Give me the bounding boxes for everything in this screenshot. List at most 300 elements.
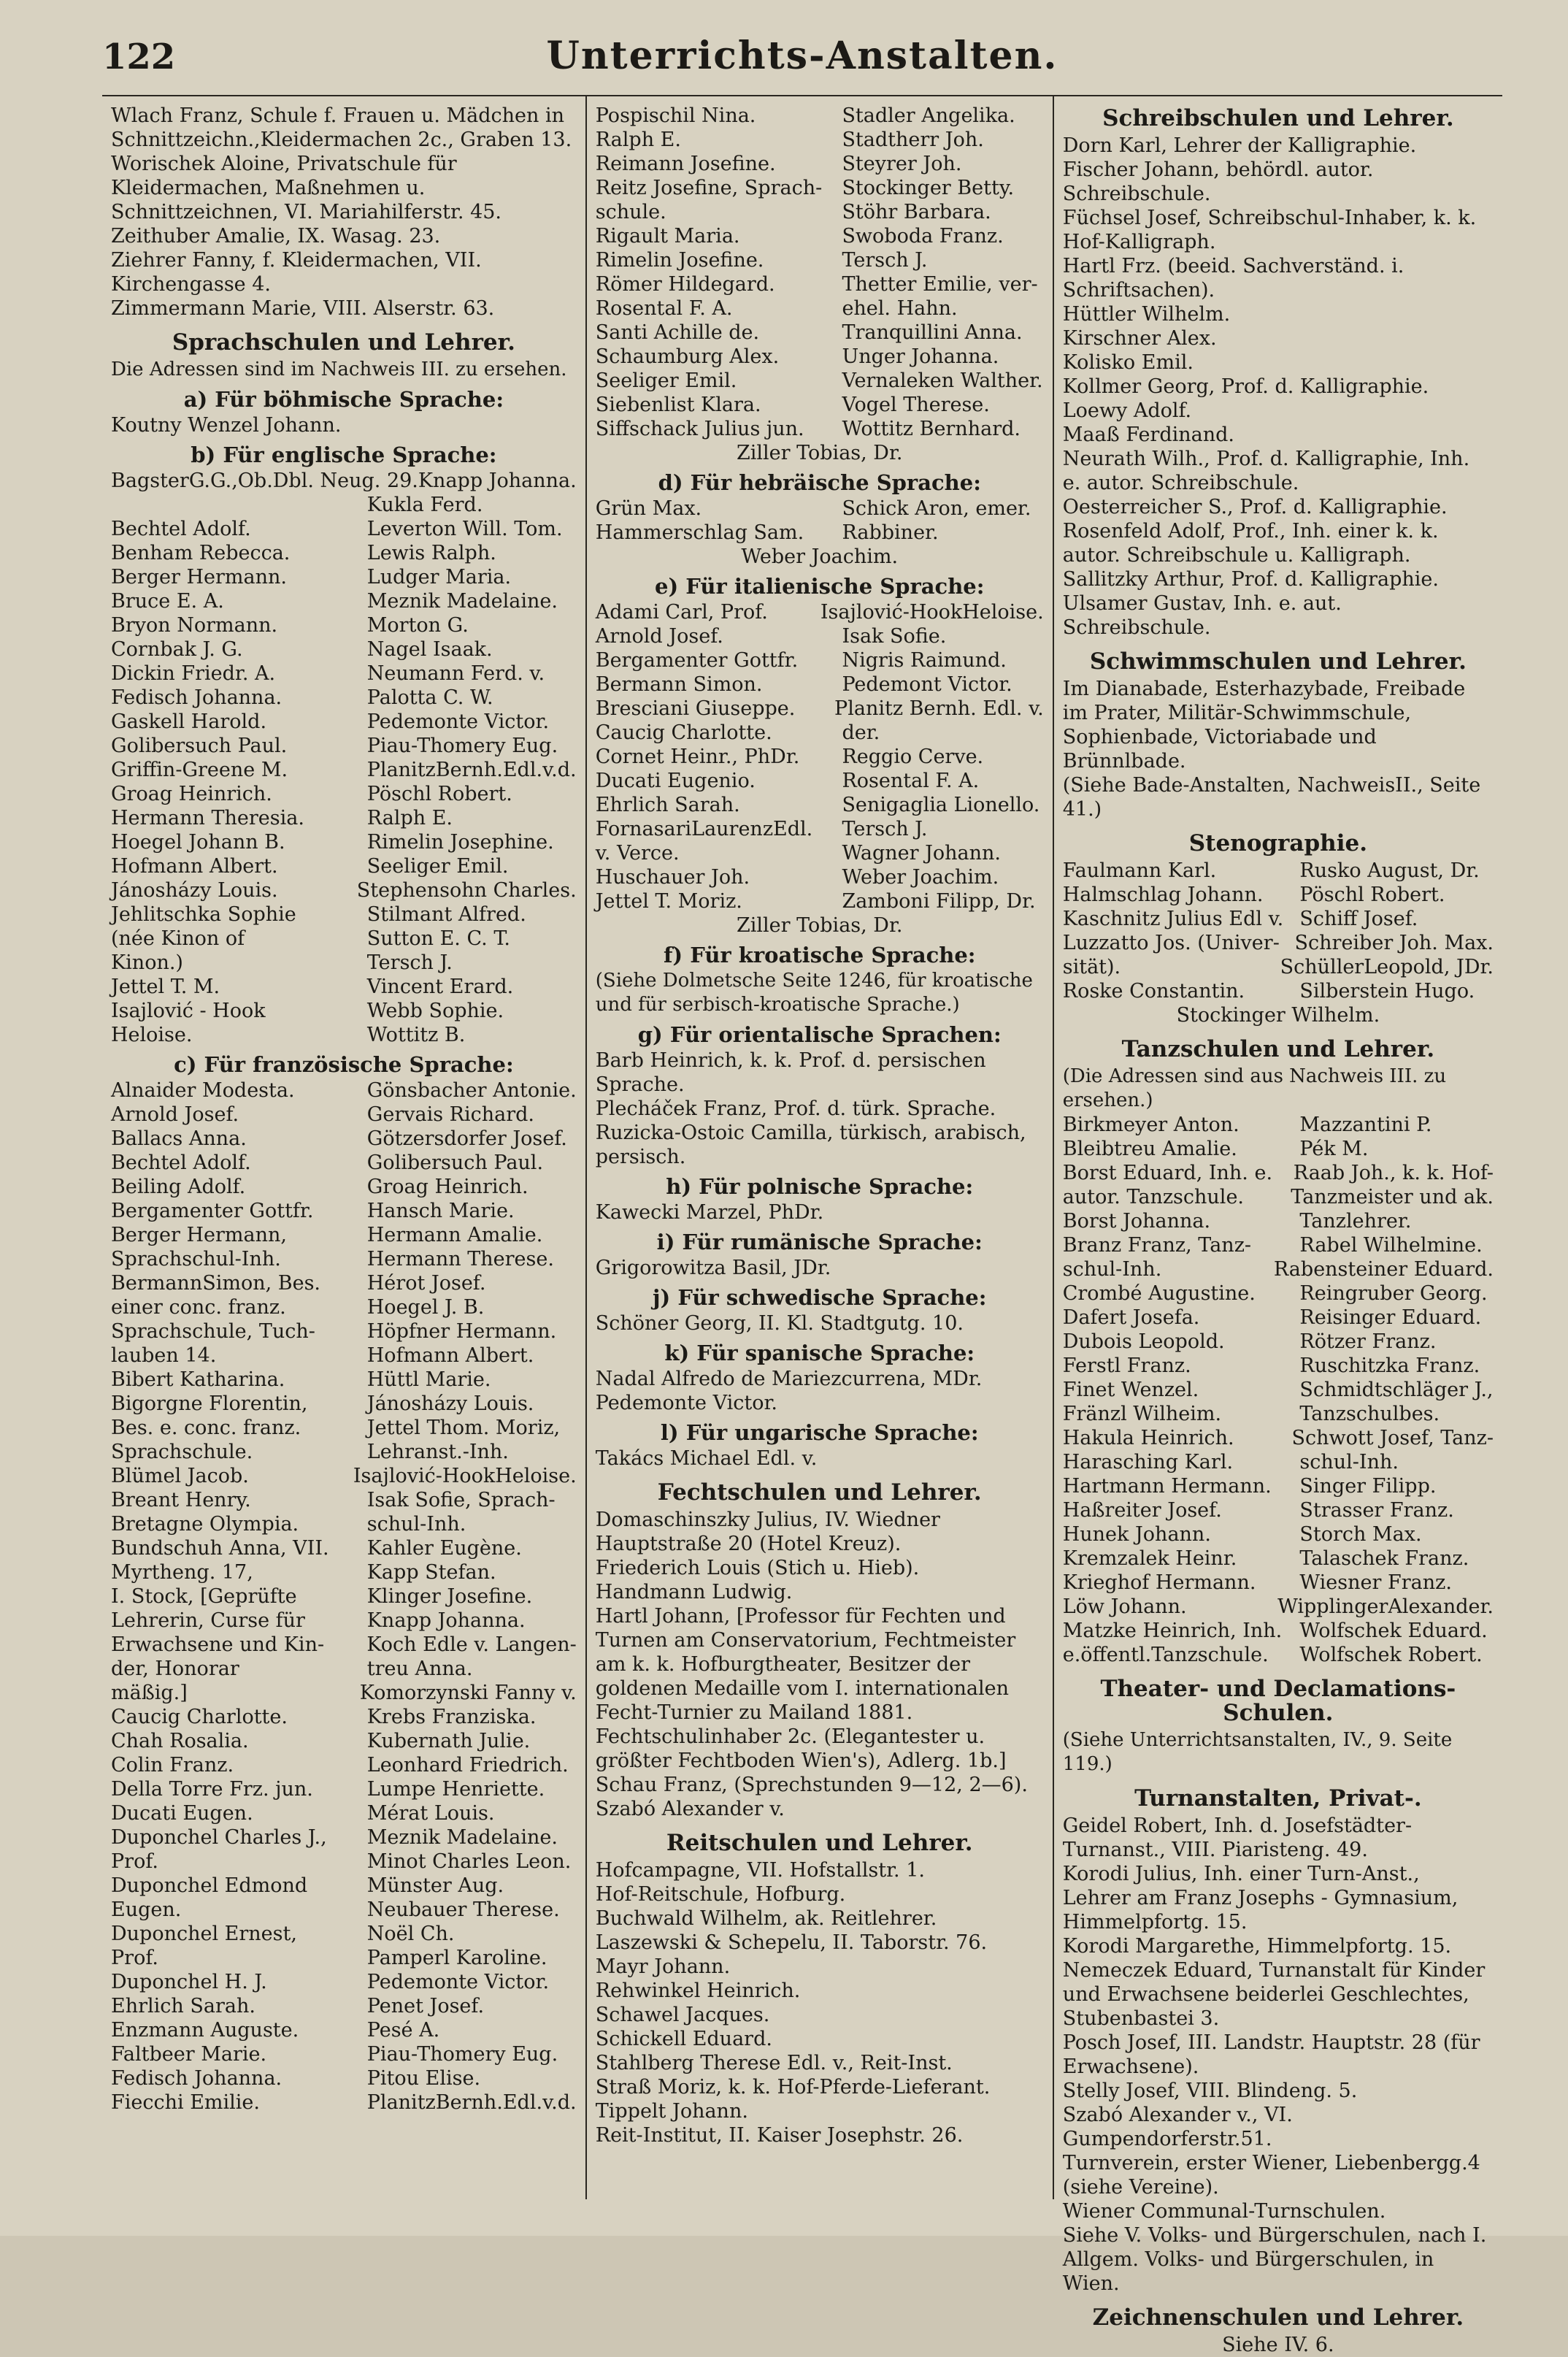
entry-right: Hoegel J. B. [366, 1296, 485, 1319]
entry-right: der. [842, 721, 880, 744]
entry-right: Stöhr Barbara. [842, 201, 991, 223]
entry-right: Swoboda Franz. [842, 225, 1004, 248]
entry-row [111, 1392, 577, 1416]
entry-list [596, 1049, 1044, 1169]
entry-row [1063, 1402, 1494, 1426]
entry-left: Kremzalek Heinr. [1062, 1547, 1237, 1570]
entry-left: Enzmann Auguste. [111, 2019, 299, 2042]
entry-right: Pöschl Robert. [1299, 884, 1445, 906]
entry-right: Reisinger Eduard. [1299, 1306, 1482, 1329]
entry-row [111, 2066, 577, 2090]
entry: Rehwinkel Heinrich. [595, 1980, 801, 2002]
entry-left: lauben 14. [111, 1344, 217, 1367]
entry-left: Ducati Eugenio. [595, 770, 756, 792]
entry-right: Tersch J. [842, 818, 928, 840]
entry: Wlach Franz, Schule f. Frauen u. Mädchen in Schnittzeichn.,Kleidermachen 2c., Graben 13. [111, 104, 572, 151]
entry-row [111, 1898, 577, 1922]
entry: (Siehe Bade-Anstalten, NachweisII., Seite 41.) [1062, 774, 1481, 821]
entry-left: Ralph E. [595, 129, 681, 151]
entry-row [596, 745, 1044, 769]
entry-row [596, 393, 1044, 417]
entry-row [111, 517, 577, 541]
entry-right: Pedemonte Victor. [366, 1971, 550, 1993]
entry-row [1063, 1161, 1494, 1185]
entry-left: Bresciani Giuseppe. [595, 697, 796, 720]
entry-row [111, 637, 577, 662]
entry-row [111, 589, 577, 613]
entry-right: Pöschl Robert. [366, 783, 512, 805]
entry-right: Reingruber Georg. [1299, 1282, 1488, 1305]
entry-left: (née Kinon of [111, 927, 245, 950]
entry: Barb Heinrich, k. k. Prof. d. persischen Sprache. [595, 1049, 986, 1096]
entry-row [1063, 1643, 1494, 1667]
entry-row [111, 1223, 577, 1247]
entry-row [111, 758, 577, 782]
entry-left: Siebenlist Klara. [595, 394, 761, 416]
entry-right: Zamboni Filipp, Dr. [842, 890, 1036, 913]
entry-left: Bechtel Adolf. [111, 1151, 251, 1174]
entry-row [111, 1681, 577, 1705]
entry-left: Hunek Johann. [1062, 1523, 1211, 1546]
subsection-heading: g) Für orientalische Sprachen: [637, 1022, 1002, 1047]
entry-row [1063, 859, 1494, 883]
entry-right: WipplingerAlexander. [1277, 1595, 1494, 1618]
entry-left: Luzzatto Jos. (Univer- [1062, 932, 1280, 954]
entry-right: Vogel Therese. [842, 394, 990, 416]
entry-right: Vincent Erard. [366, 976, 514, 998]
entry-table [596, 104, 1044, 441]
entry-row [1063, 1450, 1494, 1474]
entry-row [111, 951, 577, 975]
entry-row [596, 104, 1044, 128]
entry-right: Wagner Johann. [842, 842, 1002, 865]
entry-row [111, 2090, 577, 2115]
entry-right: Raab Joh., k. k. Hof- [1293, 1162, 1494, 1184]
entry-row [111, 686, 577, 710]
entry-list [596, 1367, 1044, 1415]
entry-right [367, 413, 577, 437]
entry-left: Duponchel Edmond [111, 1874, 308, 1897]
entry-row [596, 793, 1044, 817]
entry-left: einer conc. franz. [111, 1296, 286, 1319]
entry: Füchsel Josef, Schreibschul-Inhaber, k. k. Hof-Kalligraph. [1062, 207, 1477, 253]
section-heading: Stenographie. [1188, 830, 1367, 856]
entry-left: Blümel Jacob. [111, 1465, 249, 1487]
subsection-heading: k) Für spanische Sprache: [664, 1341, 975, 1365]
entry: Schau Franz, (Sprechstunden 9—12, 2—6). [595, 1774, 1028, 1796]
subsection-heading: l) Für ungarische Sprache: [660, 1420, 979, 1445]
column-left [102, 96, 585, 2199]
entry-left: Römer Hildegard. [595, 273, 775, 296]
entry-right: Leverton Will. Tom. [366, 518, 563, 540]
entry-row [1063, 1257, 1494, 1281]
entry-row [111, 1319, 577, 1344]
entry: Siehe V. Volks- und Bürgerschulen, nach I. Allgem. Volks- und Bürgerschulen, in Wien. [1062, 2224, 1487, 2295]
section-note: (Siehe Dolmetsche Seite 1246, für kroatische und für serbisch-kroatische Sprache.) [595, 970, 1033, 1016]
entry-right: Jettel Thom. Moriz, [366, 1417, 561, 1439]
entry-right: Tanzschulbes. [1299, 1403, 1440, 1425]
entry-left: Rigault Maria. [595, 225, 740, 248]
entry-right: Piau-Thomery Eug. [366, 735, 558, 757]
entry: Mayr Johann. [595, 1955, 731, 1978]
entry: Laszewski & Schepelu, II. Taborstr. 76. [595, 1931, 988, 1954]
entry-left: Fiecchi Emilie. [111, 2091, 260, 2114]
entry-row [1063, 1378, 1494, 1402]
entry-right: Silberstein Hugo. [1299, 980, 1475, 1003]
entry-row [596, 697, 1044, 721]
entry-right: Götzersdorfer Josef. [366, 1127, 567, 1150]
entry-left: Faulmann Karl. [1062, 859, 1217, 882]
entry-row [1063, 1306, 1494, 1330]
entry-right: Klinger Josefine. [366, 1585, 533, 1608]
entry: Fischer Johann, behördl. autor. Schreibschule. [1062, 158, 1374, 205]
entry-left: Eugen. [111, 1898, 182, 1921]
entry-right: Lumpe Henriette. [366, 1778, 545, 1801]
entry-row [111, 1922, 577, 1946]
entry-left: Hakula Heinrich. [1062, 1427, 1234, 1449]
entry-right: Komorzynski Fanny v. [359, 1682, 577, 1704]
entry: Sallitzky Arthur, Prof. d. Kalligraphie. [1062, 568, 1439, 591]
entry-right: Isak Sofie. [842, 625, 947, 648]
entry-row [596, 672, 1044, 697]
entry-left: e.öffentl.Tanzschule. [1062, 1644, 1269, 1666]
entry: Hof-Reitschule, Hofburg. [595, 1883, 846, 1906]
entry: Plecháček Franz, Prof. d. türk. Sprache. [595, 1097, 996, 1120]
entry-left: Bryon Normann. [111, 614, 278, 637]
entry: Stockinger Wilhelm. [1176, 1004, 1380, 1027]
entry-left: Beiling Adolf. [111, 1176, 246, 1198]
entry-right: Kapp Stefan. [366, 1561, 496, 1584]
entry-row [596, 624, 1044, 648]
entry-list [1063, 134, 1494, 640]
entry-right: Rabel Wilhelmine. [1299, 1234, 1483, 1257]
entry-row [1063, 1426, 1494, 1450]
entry: Kirschner Alex. [1062, 327, 1217, 350]
entry-right: Stadtherr Joh. [842, 129, 984, 151]
entry-right: Isak Sofie, Sprach- [366, 1489, 556, 1511]
entry-right: treu Anna. [366, 1657, 473, 1680]
entry-left: Bretagne Olympia. [111, 1513, 299, 1536]
entry: Straß Moriz, k. k. Hof-Pferde-Lieferant. [595, 2076, 991, 2099]
entry-row [111, 1368, 577, 1392]
entry: Korodi Margarethe, Himmelpfortg. 15. [1062, 1935, 1452, 1958]
entry-left: Reimann Josefine. [595, 153, 776, 175]
entry-right: Pitou Elise. [366, 2067, 481, 2090]
entry-table [1063, 1113, 1494, 1667]
entry-left: Seeliger Emil. [595, 369, 737, 392]
section-note: (Die Adressen sind aus Nachweis III. zu ersehen.) [1062, 1065, 1447, 1111]
entry-right: Gönsbacher Antonie. [366, 1079, 577, 1102]
entry-left: Bigorgne Florentin, [111, 1392, 308, 1415]
entry-right: Singer Filipp. [1299, 1475, 1437, 1498]
entry: Hartl Johann, [Professor für Fechten und Turnen am Conservatorium, Fechtmeister am k. k. Hofburgtheater, Besitzer der goldenen Medaille vom I. internationalen Fecht-Turnier zu Mailand 1881. Fechtschulinhaber 2c. (Elegantester u. größter Fechtboden Wien's), Adlerg. 1b.] [595, 1605, 1016, 1772]
entry-left: Ehrlich Sarah. [595, 794, 740, 816]
entry: Schawel Jacques. [595, 2004, 770, 2026]
entry-table [596, 497, 1044, 545]
entry-row [596, 769, 1044, 793]
entry-row [1063, 1354, 1494, 1378]
entry-right: Pedemont Victor. [842, 673, 1012, 696]
entry-right: Sutton E. C. T. [366, 927, 510, 950]
entry-left: Reitz Josefine, Sprach- [595, 177, 823, 199]
entry-right: Isajlović-HookHeloise. [820, 601, 1044, 624]
section-note: Die Adressen sind im Nachweis III. zu ersehen. [111, 359, 567, 380]
entry: Siehe IV. 6. [1222, 2334, 1334, 2356]
entry: Worischek Aloine, Privatschule für Kleidermachen, Maßnehmen u. Schnittzeichnen, VI. Mariahilferstr. 45. [111, 153, 502, 223]
entry-right: Nigris Raimund. [842, 649, 1007, 672]
entry-left: Isajlović - Hook [111, 1000, 266, 1022]
entry-right: Tersch J. [366, 951, 453, 974]
entry-left: Sprachschule. [111, 1441, 253, 1463]
entry-row [596, 497, 1044, 521]
entry-right: Seeliger Emil. [366, 855, 509, 878]
entry-right: Meznik Madelaine. [366, 590, 558, 613]
entry-row [111, 613, 577, 637]
entry-row [111, 1078, 577, 1103]
entry: Neurath Wilh., Prof. d. Kalligraphie, Inh. e. autor. Schreibschule. [1062, 448, 1470, 494]
entry-left: Benham Rebecca. [111, 542, 291, 564]
entry: Schickell Eduard. [595, 2028, 772, 2050]
entry-row [111, 1536, 577, 1560]
entry-row [1063, 1281, 1494, 1306]
section-heading: Theater- und Declamations-Schulen. [1100, 1676, 1456, 1726]
entry-left: Sprachschule, Tuch- [111, 1320, 315, 1343]
entry-row [596, 272, 1044, 296]
entry: Dorn Karl, Lehrer der Kalligraphie. [1062, 134, 1417, 157]
column-right [1053, 96, 1502, 2356]
entry-list [1063, 1814, 1494, 2296]
entry-right: Kubernath Julie. [366, 1730, 531, 1752]
page-number: 122 [102, 37, 176, 77]
entry-row [111, 541, 577, 565]
entry-row [111, 1488, 577, 1512]
entry-left: Gaskell Harold. [111, 710, 267, 733]
entry-left: Berger Hermann. [111, 566, 287, 589]
entry-left: Huschauer Joh. [595, 866, 750, 889]
entry-row [596, 369, 1044, 393]
entry-right: Talaschek Franz. [1299, 1547, 1469, 1570]
entry-left: Jehlitschka Sophie [111, 903, 296, 926]
entry-row [596, 521, 1044, 545]
entry: Takács Michael Edl. v. [595, 1447, 818, 1470]
entry-left: Jettel T. M. [111, 976, 220, 998]
entry-table [1063, 859, 1494, 1003]
entry-left: Schaumburg Alex. [595, 345, 780, 368]
entry-right: Morton G. [366, 614, 469, 637]
entry-row [1063, 1619, 1494, 1643]
entry-row [596, 721, 1044, 745]
entry-left: mäßig.] [111, 1682, 188, 1704]
entry-left: I. Stock, [Geprüfte [111, 1585, 297, 1608]
entry-left: schule. [595, 201, 666, 223]
column-middle [585, 96, 1053, 2199]
entry-row [111, 1753, 577, 1777]
entry-right: Rimelin Josephine. [366, 831, 554, 854]
subsection-heading: j) Für schwedische Sprache: [653, 1285, 987, 1310]
entry: Ziller Tobias, Dr. [736, 442, 903, 464]
entry-right: Vernaleken Walther. [842, 369, 1043, 392]
entry-row [1063, 1185, 1494, 1209]
entry-right: Lewis Ralph. [366, 542, 496, 564]
section-heading: Schreibschulen und Lehrer. [1102, 105, 1454, 131]
entry-right: Schmidtschläger J., [1299, 1379, 1494, 1401]
entry-row [1063, 1330, 1494, 1354]
entry-row [111, 1633, 577, 1657]
entry-left: Myrtheng. 17, [111, 1561, 253, 1584]
entry-row [111, 975, 577, 999]
entry-row [111, 2042, 577, 2066]
entry-left: Bechtel Adolf. [111, 518, 251, 540]
entry-right: Lehranst.-Inh. [366, 1441, 509, 1463]
entry-left: Ferstl Franz. [1062, 1354, 1191, 1377]
entry-row [111, 413, 577, 437]
entry-right: Mazzantini P. [1299, 1114, 1432, 1136]
entry-left: Fedisch Johanna. [111, 2067, 283, 2090]
entry-right: Palotta C. W. [366, 686, 493, 709]
entry: Ziehrer Fanny, f. Kleidermachen, VII. Kirchengasse 4. [111, 249, 482, 296]
entry-row [596, 200, 1044, 224]
entry-row [111, 1512, 577, 1536]
entry-right: Webb Sophie. [366, 1000, 504, 1022]
entry-left: Fedisch Johanna. [111, 686, 283, 709]
columns [102, 96, 1502, 2356]
entry-right: Stadler Angelika. [842, 104, 1015, 127]
entry-right: Tanzlehrer. [1299, 1210, 1412, 1233]
entry: Hofcampagne, VII. Hofstallstr. 1. [595, 1859, 925, 1882]
entry-right: Pedemonte Victor. [366, 710, 550, 733]
entry-row [111, 1850, 577, 1874]
entry-row [111, 1801, 577, 1825]
entry-left: Ehrlich Sarah. [111, 1995, 255, 2017]
entry-row [1063, 907, 1494, 931]
entry-row [111, 854, 577, 878]
running-title: Unterrichts-Anstalten. [546, 34, 1058, 78]
entry-right: Unger Johanna. [842, 345, 999, 368]
entry-row [596, 176, 1044, 200]
entry-right: Wiesner Franz. [1299, 1571, 1452, 1594]
entry-left: Kinon.) [111, 951, 183, 974]
entry-left: Colin Franz. [111, 1754, 234, 1777]
entry-left: Ballacs Anna. [111, 1127, 247, 1150]
entry-row [111, 493, 577, 517]
entry-left: Prof. [111, 1947, 158, 1969]
entry-right: Nagel Isaak. [366, 638, 493, 661]
entry-list [596, 1311, 1044, 1335]
entry-left: Löw Johann. [1062, 1595, 1187, 1618]
entry-list [596, 1508, 1044, 1821]
section-heading: Sprachschulen und Lehrer. [172, 329, 515, 356]
entry-right: Ruschitzka Franz. [1299, 1354, 1480, 1377]
entry-row [111, 565, 577, 589]
entry-list [596, 1200, 1044, 1225]
entry-right: Tranquillini Anna. [842, 321, 1023, 344]
entry-right: Hermann Therese. [366, 1248, 554, 1271]
entry-left: Caucig Charlotte. [595, 721, 772, 744]
entry-left: schul-Inh. [1062, 1258, 1162, 1281]
entry-left: Koutny Wenzel Johann. [111, 414, 342, 437]
entry-row [596, 889, 1044, 913]
entry-left: Pospischil Nina. [595, 104, 756, 127]
entry: Szabó Alexander v., VI. Gumpendorferstr.51. [1062, 2104, 1293, 2150]
entry: Buchwald Wilhelm, ak. Reitlehrer. [595, 1907, 937, 1930]
entry-right: SchüllerLeopold, JDr. [1280, 956, 1494, 978]
entry-left: Hofmann Albert. [111, 855, 278, 878]
entry-right: Höpfner Hermann. [366, 1320, 557, 1343]
entry-left: Bruce E. A. [111, 590, 224, 613]
entry-right: Noël Ch. [366, 1923, 455, 1945]
entry-left: Arnold Josef. [111, 1103, 239, 1126]
entry-right: PlanitzBernh.Edl.v.d. [366, 759, 577, 781]
entry-right: Krebs Franziska. [366, 1706, 537, 1728]
entry-row [1063, 1474, 1494, 1498]
entry-left: Bes. e. conc. franz. [111, 1417, 301, 1439]
entry: Ulsamer Gustav, Inh. e. aut. Schreibschule. [1062, 592, 1342, 639]
entry-row [111, 1271, 577, 1295]
entry-row [111, 1970, 577, 1994]
entry: Szabó Alexander v. [595, 1798, 785, 1820]
entry-row [111, 1127, 577, 1151]
entry: Oesterreicher S., Prof. d. Kalligraphie. [1062, 496, 1448, 518]
entry-right: Ludger Maria. [366, 566, 512, 589]
entry-right: Groag Heinrich. [366, 1176, 529, 1198]
entry-row [1063, 1137, 1494, 1161]
entry-row [596, 248, 1044, 272]
entry-left: Hoegel Johann B. [111, 831, 285, 854]
entry-right: Isajlović-HookHeloise. [353, 1465, 577, 1487]
entry-row [111, 1705, 577, 1729]
entry-row [111, 782, 577, 806]
entry-right: schul-Inh. [1299, 1451, 1399, 1473]
section-heading: Schwimmschulen und Lehrer. [1089, 648, 1467, 675]
entry-list [596, 1858, 1044, 2147]
entry-row [1063, 1233, 1494, 1257]
entry-table [111, 469, 577, 1047]
entry-row [111, 469, 577, 493]
entry-left: Arnold Josef. [595, 625, 723, 648]
entry-right: Schreiber Joh. Max. [1294, 932, 1494, 954]
entry-row [111, 1825, 577, 1850]
entry-right: Schiff Josef. [1299, 908, 1418, 930]
entry-row [1063, 1113, 1494, 1137]
entry-row [596, 152, 1044, 176]
entry-left: Hammerschlag Sam. [595, 521, 804, 544]
entry-left: Breant Henry. [111, 1489, 251, 1511]
entry-right: Strasser Franz. [1299, 1499, 1454, 1522]
entry-right: Storch Max. [1299, 1523, 1422, 1546]
entry-left: Duponchel H. J. [111, 1971, 267, 1993]
entry-right: Neubauer Therese. [366, 1898, 560, 1921]
entry-right: Rabensteiner Eduard. [1273, 1258, 1494, 1281]
subsection-heading: h) Für polnische Sprache: [666, 1174, 974, 1199]
entry-row [596, 321, 1044, 345]
entry-left: Groag Heinrich. [111, 783, 272, 805]
entry-right: Steyrer Joh. [842, 153, 962, 175]
entry-right: Minot Charles Leon. [366, 1850, 572, 1873]
entry-row [1063, 955, 1494, 979]
entry-left: autor. Tanzschule. [1062, 1186, 1245, 1208]
entry: Zimmermann Marie, VIII. Alserstr. 63. [111, 297, 495, 320]
entry-row [111, 830, 577, 854]
entry-right: Hansch Marie. [366, 1200, 515, 1222]
entry-row [111, 1344, 577, 1368]
entry: Wiener Communal-Turnschulen. [1062, 2200, 1386, 2223]
entry: Rosenfeld Adolf, Prof., Inh. einer k. k. autor. Schreibschule u. Kalligraph. [1062, 520, 1439, 567]
entry-right: Wottitz Bernhard. [842, 418, 1021, 440]
entry-row [111, 1440, 577, 1464]
entry-row [1063, 979, 1494, 1003]
subsection-heading: a) Für böhmische Sprache: [183, 387, 504, 412]
entry-row [1063, 1498, 1494, 1522]
